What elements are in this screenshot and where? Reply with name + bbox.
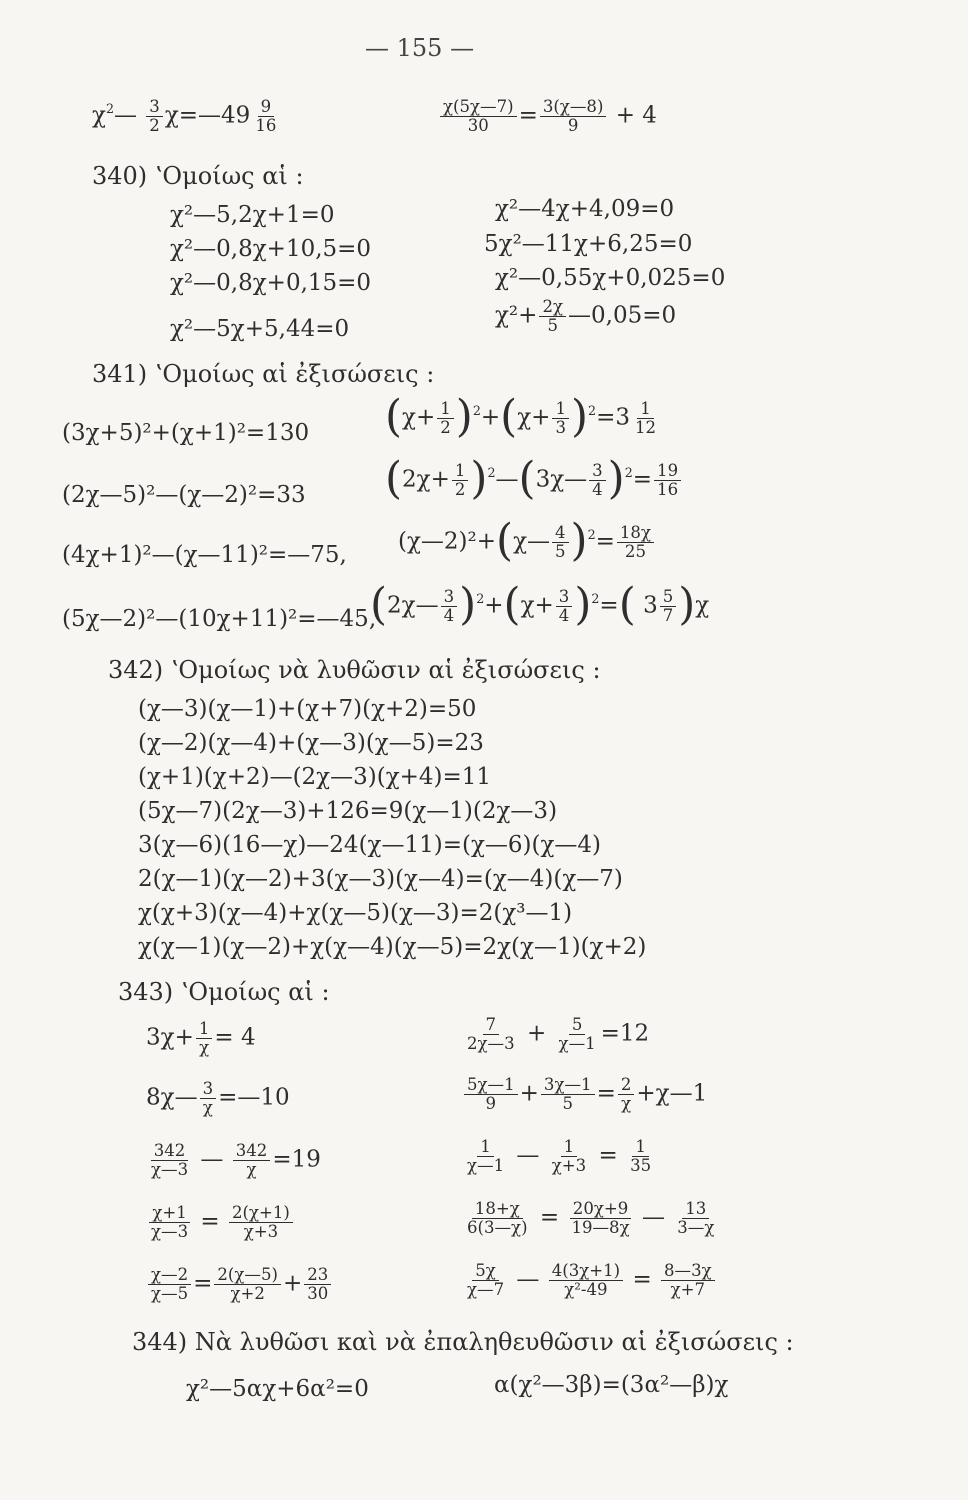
equation: $\frac{\chi—2}{\chi—5}$ = $\frac{2(\chi—5)}{\chi+2}$ + $\frac{23}{30}$ [146, 1266, 333, 1303]
fraction: $\frac{9}{16}$ [255, 97, 277, 136]
equation: (5χ—2)²—(10χ+11)²=—45, [62, 606, 377, 632]
exercise-343-header: 343) ʽΟμοίως αἱ : [118, 978, 330, 1006]
equation: (4χ+1)²—(χ—11)²=—75, [62, 542, 347, 568]
equation: $\frac{1}{\chi—1}$ — $\frac{1}{\chi+3}$ = $\frac{1}{35}$ [467, 1137, 652, 1176]
fraction: $\frac{3}{2}$ [146, 98, 163, 135]
equation: χ²—0,8χ+0,15=0 [170, 270, 372, 296]
page-number: — 155 — [365, 34, 475, 62]
equation: (2χ—5)²—(χ—2)²=33 [62, 482, 306, 508]
equation: χ²—4χ+4,09=0 [495, 196, 675, 222]
equation: (χ+1)(χ+2)—(2χ—3)(χ+4)=11 [138, 764, 492, 790]
equation: χ²—5χ+5,44=0 [170, 316, 350, 342]
equation: α(χ²—3β)=(3α²—β)χ [494, 1372, 729, 1398]
equation: $\frac{342}{\chi—3}$ — $\frac{342}{\chi}$ =19 [151, 1141, 321, 1180]
equation: (χ+ $\frac{1}{2}$ )$^2$+(χ+ $\frac{1}{3}$ )$^2$=3 $\frac{1}{12}$ [385, 390, 657, 442]
equation: χ(χ+3)(χ—4)+χ(χ—5)(χ—3)=2(χ³—1) [138, 900, 573, 926]
equation: (χ—2)(χ—4)+(χ—3)(χ—5)=23 [138, 730, 484, 756]
fraction: $\frac{2\chi}{5}$ [539, 298, 566, 335]
equation: $\frac{18+\chi}{6(3—\chi)}$ = $\frac{20\chi+9}{19—8\chi}$ — $\frac{13}{3—\chi}$ [467, 1199, 715, 1238]
equation-top-right: $\frac{\chi(5\chi—7)}{30}$ = $\frac{3(\chi—8)}{9}$ + 4 [438, 98, 657, 135]
equation: 5χ²—11χ+6,25=0 [484, 231, 693, 257]
equation: 2(χ—1)(χ—2)+3(χ—3)(χ—4)=(χ—4)(χ—7) [138, 866, 623, 892]
exercise-341-header: 341) ʽΟμοίως αἱ ἐξισώσεις : [92, 360, 435, 388]
equation: χ²—0,8χ+10,5=0 [170, 236, 372, 262]
equation: (5χ—7)(2χ—3)+126=9(χ—1)(2χ—3) [138, 798, 558, 824]
equation: (χ—2)²+(χ— $\frac{4}{5}$ )$^2$= $\frac{18\chi}{25}$ [398, 524, 656, 561]
equation: χ²—5αχ+6α²=0 [186, 1376, 369, 1402]
equation: 3(χ—6)(16—χ)—24(χ—11)=(χ—6)(χ—4) [138, 832, 602, 858]
exercise-342-header: 342) ʽΟμοίως νὰ λυθῶσιν αἱ ἐξισώσεις : [108, 656, 601, 684]
equation-top-left: $\chi^2—$ $\frac{3}{2}$ χ=—49 $\frac{9}{16}$ [92, 98, 281, 135]
equation: (2χ+ $\frac{1}{2}$ )$^2$—(3χ— $\frac{3}{4}$ )$^2$= $\frac{19}{16}$ [385, 462, 683, 499]
equation: (2χ— $\frac{3}{4}$ )$^2$+(χ+ $\frac{3}{4}$ )$^2$=( 3 $\frac{5}{7}$ )χ [370, 578, 710, 630]
fraction: $\frac{\chi(5\chi—7)}{30}$ [440, 98, 517, 135]
equation: $\frac{5\chi—1}{9}$ + $\frac{3\chi—1}{5}$ = $\frac{2}{\chi}$ +χ—1 [462, 1076, 707, 1113]
equation: χ²—0,55χ+0,025=0 [495, 265, 726, 291]
equation: χ(χ—1)(χ—2)+χ(χ—4)(χ—5)=2χ(χ—1)(χ+2) [138, 934, 647, 960]
equation: $\frac{7}{2\chi—3}$ + $\frac{5}{\chi—1}$ =12 [467, 1015, 650, 1054]
equation: χ²+ $\frac{2\chi}{5}$ —0,05=0 [495, 297, 677, 336]
equation: χ²—5,2χ+1=0 [170, 202, 335, 228]
equation: 8χ— $\frac{3}{\chi}$ =—10 [146, 1079, 290, 1118]
equation: $\frac{5\chi}{\chi—7}$ — $\frac{4(3\chi+1)}{\text{χ²-49}}$ = $\frac{8—3\chi}{\chi+7}$ [462, 1262, 717, 1299]
exercise-344-header: 344) Νὰ λυθῶσι καὶ νὰ ἐπαληθευθῶσιν αἱ ἐξισώσεις : [132, 1328, 794, 1356]
equation: $\frac{\chi+1}{\chi—3}$ = $\frac{2(\chi+1)}{\chi+3}$ [146, 1204, 295, 1241]
equation: (χ—3)(χ—1)+(χ+7)(χ+2)=50 [138, 696, 477, 722]
fraction: $\frac{3(\chi—8)}{9}$ [540, 98, 607, 135]
equation: (3χ+5)²+(χ+1)²=130 [62, 420, 310, 446]
equation: 3χ+ $\frac{1}{\chi}$ = 4 [146, 1019, 256, 1058]
exercise-340-header: 340) ʽΟμοίως αἱ : [92, 162, 304, 190]
